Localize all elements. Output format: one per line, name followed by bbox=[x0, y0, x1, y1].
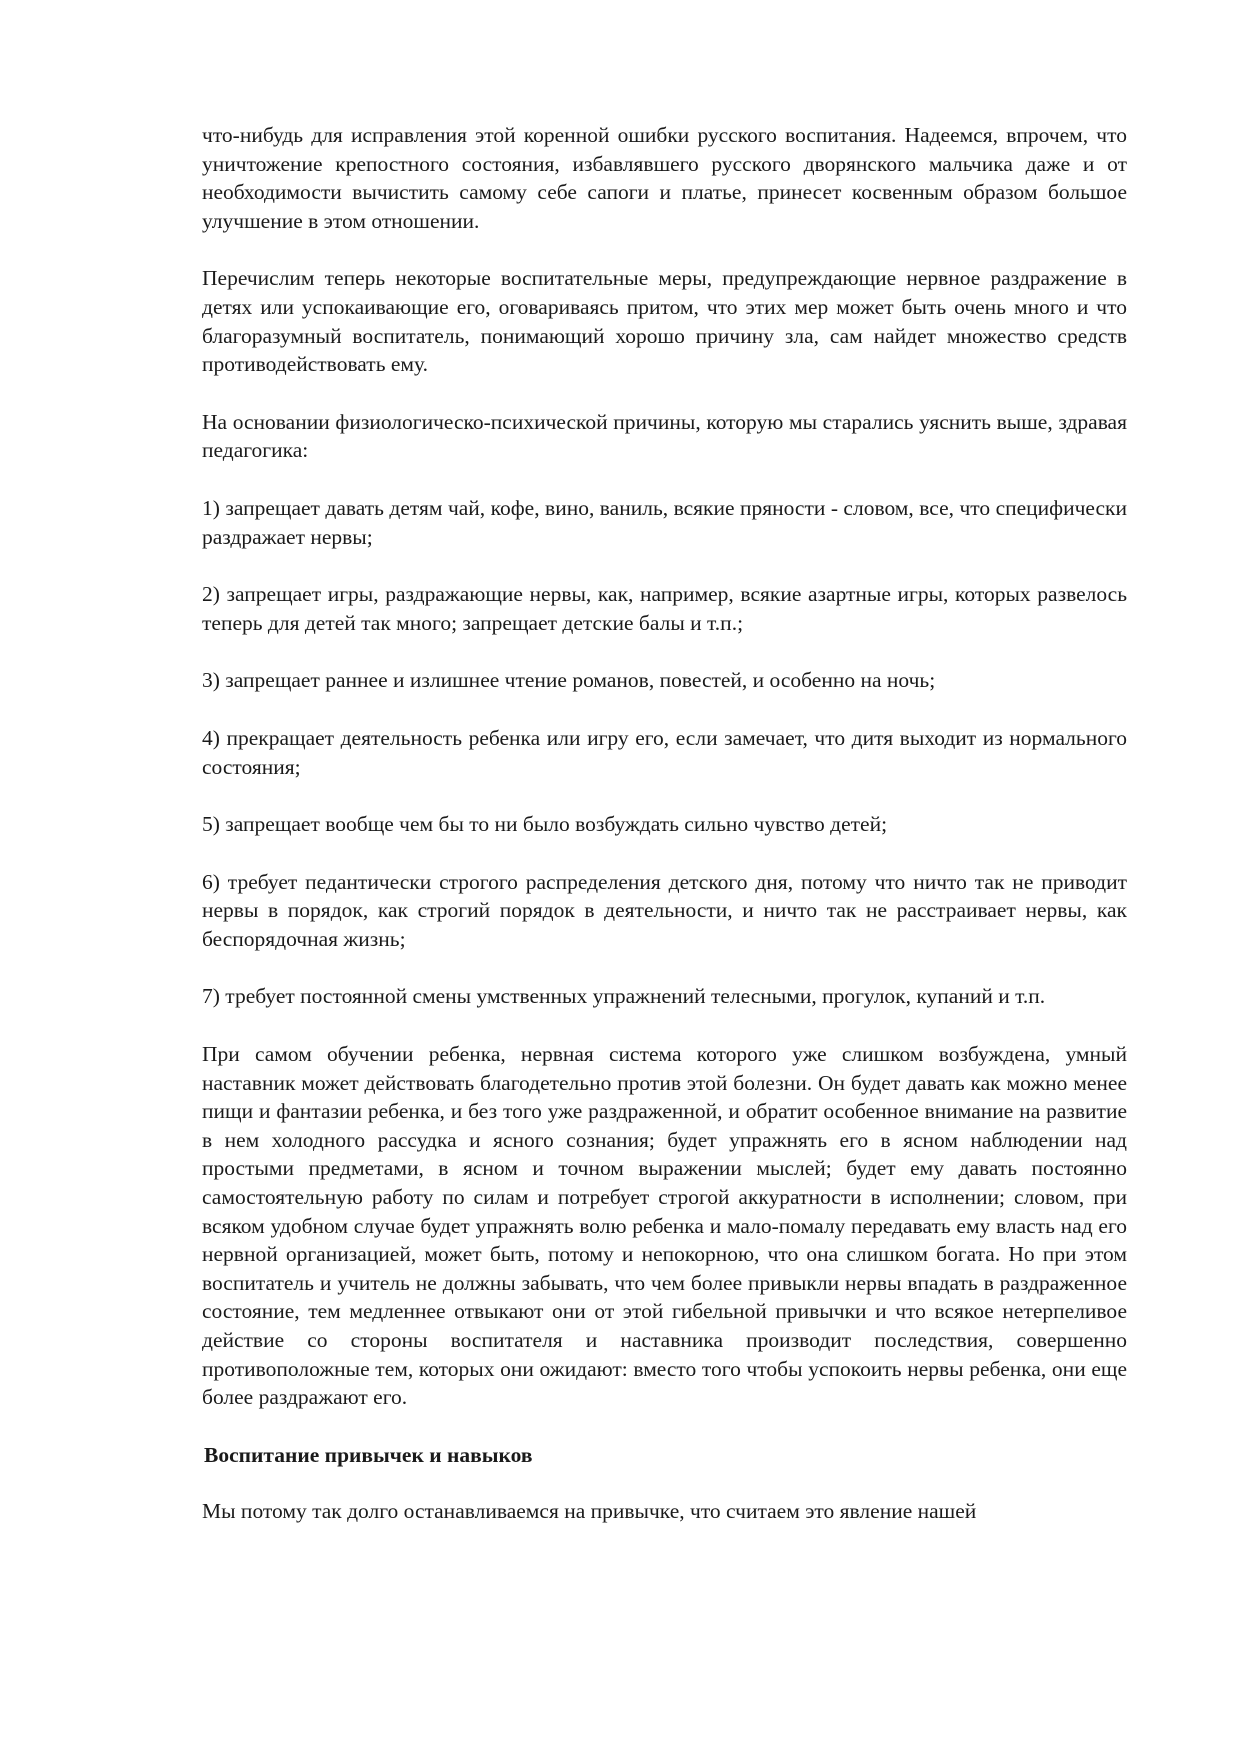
paragraph-3: На основании физиологическо-психической причины, которую мы старались уяснить выше, здравая педагогика: bbox=[202, 409, 1127, 463]
paragraph-1: что-нибудь для исправления этой коренной ошибки русского воспитания. Надеемся, впрочем, что уничтожение крепостного состояния, избавлявшего русского дворянского мальчика даже и от необходимости вычистить самому себе сапоги и платье, принесет косвенным образом большое улучшение в этом отношении. bbox=[202, 123, 1127, 233]
list-item-2: 2) запрещает игры, раздражающие нервы, как, например, всякие азартные игры, которых развелось теперь для детей так много; запрещает детские балы и т.п.; bbox=[202, 582, 1127, 635]
paragraph-long: При самом обучении ребенка, нервная система которого уже слишком возбуждена, умный наставник может действовать благодетельно против этой болезни. Он будет давать как можно менее пищи и фантазии ребенка, и без того уже раздраженной, и обратит особенное внимание на развитие в нем холодного рассудка и ясного сознания; будет упражнять его в ясном наблюдении над простыми предметами, в ясном и точном выражении мыслей; будет ему давать постоянно самостоятельную работу по силам и потребует строгой аккуратности в исполнении; словом, при всяком удобном случае будет упражнять волю ребенка и мало-помалу передавать ему власть над его нервной организацией, может быть, потому и непокорною, что она слишком богата. Но при этом воспитатель и учитель не должны забывать, что чем более привыкли нервы впадать в раздраженное состояние, тем медленнее отвыкают они от этой гибельной привычки и что всякое нетерпеливое действие со стороны воспитателя и наставника производит последствия, совершенно противоположные тем, которых они ожидают: вместо того чтобы успокоить нервы ребенка, они еще более раздражают его. bbox=[202, 1042, 1127, 1410]
list-item-7: 7) требует постоянной смены умственных упражнений телесными, прогулок, купаний и т.п. bbox=[202, 984, 1046, 1009]
section-heading: Воспитание привычек и навыков bbox=[204, 1442, 533, 1467]
list-item-4: 4) прекращает деятельность ребенка или игру его, если замечает, что дитя выходит из нормального состояния; bbox=[202, 725, 1127, 779]
document-page bbox=[202, 121, 1127, 1555]
list-item-3: 3) запрещает раннее и излишнее чтение романов, повестей, и особенно на ночь; bbox=[202, 668, 936, 693]
list-item-5: 5) запрещает вообще чем бы то ни было возбуждать сильно чувство детей; bbox=[202, 812, 888, 837]
paragraph-2: Перечислим теперь некоторые воспитательные меры, предупреждающие нервное раздражение в детях или успокаивающие его, оговариваясь притом, что этих мер может быть очень много и что благоразумный воспитатель, понимающий хорошо причину зла, сам найдет множество средств противодействовать ему. bbox=[202, 266, 1127, 377]
list-item-1: 1) запрещает давать детям чай, кофе, вино, ваниль, всякие пряности - словом, все, что специфически раздражает нервы; bbox=[202, 495, 1127, 549]
paragraph-last: Мы потому так долго останавливаемся на привычке, что считаем это явление нашей bbox=[202, 1499, 977, 1524]
list-item-6: 6) требует педантически строгого распределения детского дня, потому что ничто так не приводит нервы в порядок, как строгий порядок в деятельности, и ничто так не расстраивает нервы, как беспорядочная жизнь; bbox=[202, 869, 1127, 951]
